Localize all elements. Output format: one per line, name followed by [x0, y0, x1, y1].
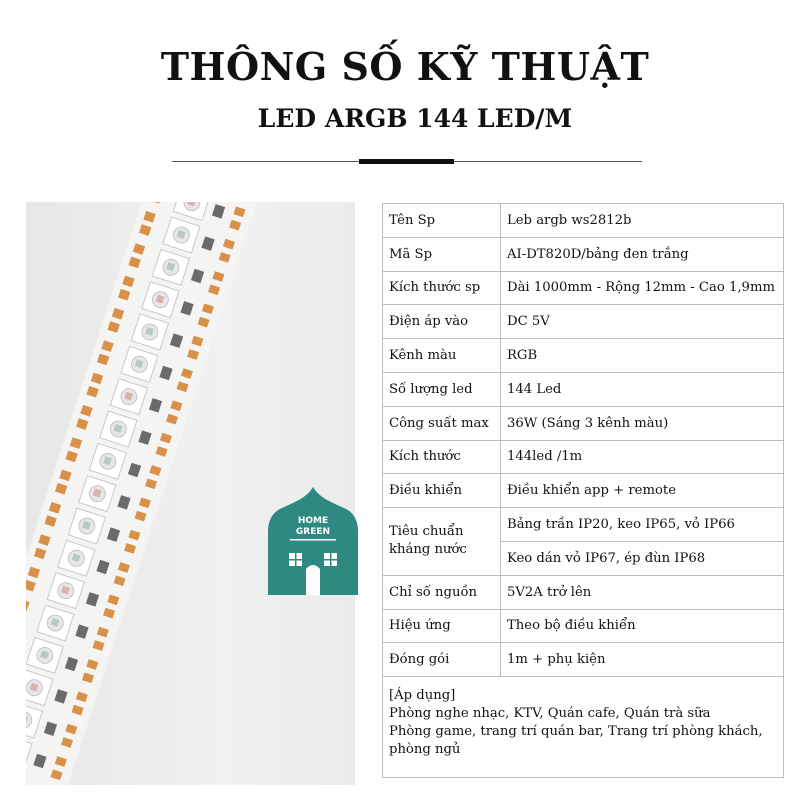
apply-line: Phòng nghe nhạc, KTV, Quán cafe, Quán trà sữa	[389, 706, 711, 722]
spec-label: Kích thước	[383, 440, 501, 474]
spec-value: 5V2A trở lên	[501, 575, 784, 609]
divider-accent	[359, 159, 454, 164]
spec-row-apply	[383, 677, 784, 778]
spec-row-size	[383, 271, 784, 305]
apply-cell	[383, 677, 784, 778]
spec-row-power	[383, 406, 784, 440]
spec-label: Điện áp vào	[383, 305, 501, 339]
logo-house-icon	[262, 485, 364, 597]
spec-value: 144led /1m	[501, 440, 784, 474]
home-green-logo	[262, 485, 364, 597]
spec-value: DC 5V	[501, 305, 784, 339]
spec-label: Đóng gói	[383, 643, 501, 677]
spec-row-code	[383, 237, 784, 271]
spec-label: Tiêu chuẩn kháng nước	[383, 508, 501, 576]
spec-row-name	[383, 204, 784, 238]
spec-value: 1m + phụ kiện	[501, 643, 784, 677]
spec-value: Điều khiển app + remote	[501, 474, 784, 508]
spec-label: Kênh màu	[383, 339, 501, 373]
spec-label: Kích thước sp	[383, 271, 501, 305]
spec-value: Bảng trần IP20, keo IP65, vỏ IP66	[501, 508, 784, 542]
spec-row-density	[383, 440, 784, 474]
spec-label: Chỉ số nguồn	[383, 575, 501, 609]
spec-value: AI-DT820D/bảng đen trắng	[501, 237, 784, 271]
spec-row-channel	[383, 339, 784, 373]
spec-value: RGB	[501, 339, 784, 373]
spec-row-voltage	[383, 305, 784, 339]
spec-row-waterproof	[383, 508, 784, 542]
apply-line: Phòng game, trang trí quán bar, Trang trí phòng khách,	[389, 724, 763, 740]
spec-label: Tên Sp	[383, 204, 501, 238]
spec-label: Mã Sp	[383, 237, 501, 271]
spec-value: 36W (Sáng 3 kênh màu)	[501, 406, 784, 440]
spec-row-package	[383, 643, 784, 677]
logo-text-home: HOME	[297, 516, 329, 526]
spec-row-count	[383, 372, 784, 406]
spec-label: Công suất max	[383, 406, 501, 440]
spec-row-effect	[383, 609, 784, 643]
apply-heading: [Áp dụng]	[389, 688, 456, 704]
spec-row-control	[383, 474, 784, 508]
page-subtitle: LED ARGB 144 LED/M	[257, 104, 573, 133]
spec-value: 144 Led	[501, 372, 784, 406]
logo-text-green: GREEN	[295, 527, 331, 537]
spec-label: Hiệu ứng	[383, 609, 501, 643]
spec-value: Leb argb ws2812b	[501, 204, 784, 238]
spec-label: Điều khiển	[383, 474, 501, 508]
spec-label: Số lượng led	[383, 372, 501, 406]
spec-row-power-source	[383, 575, 784, 609]
page-title: THÔNG SỐ KỸ THUẬT	[160, 44, 650, 89]
spec-value: Keo dán vỏ IP67, ép đùn IP68	[501, 541, 784, 575]
spec-value: Theo bộ điều khiển	[501, 609, 784, 643]
apply-line: phòng ngủ	[389, 742, 461, 758]
spec-value: Dài 1000mm - Rộng 12mm - Cao 1,9mm	[501, 271, 784, 305]
spec-table	[382, 203, 784, 778]
